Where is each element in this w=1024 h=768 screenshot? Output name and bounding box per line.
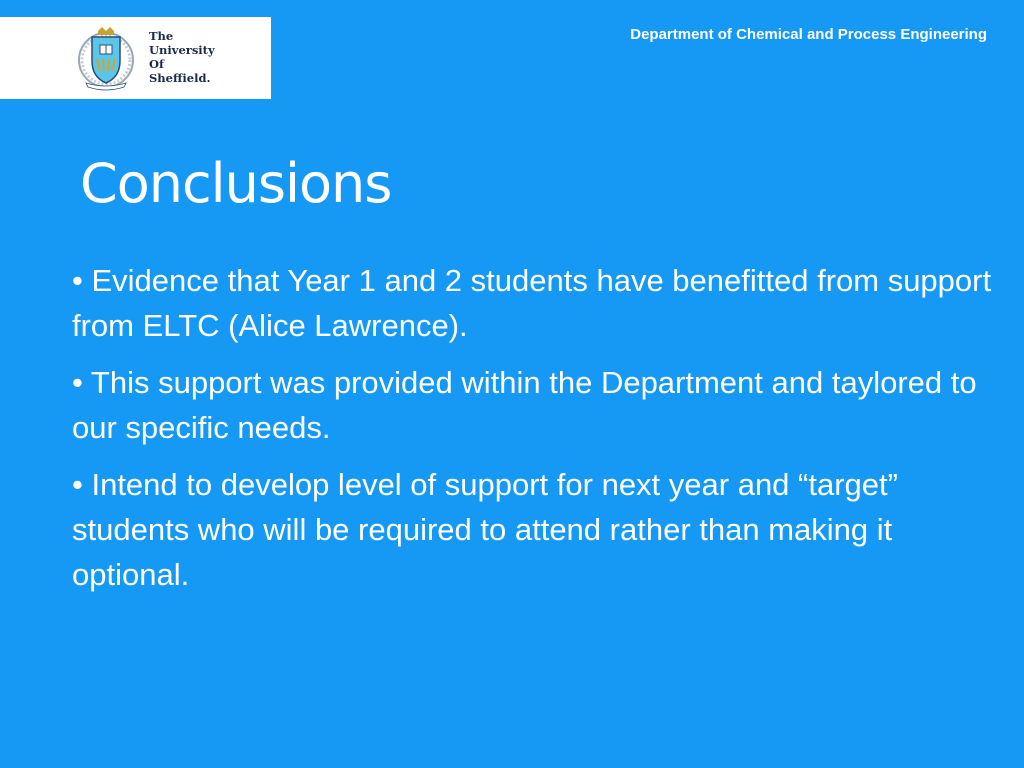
university-logo bbox=[0, 17, 271, 99]
department-name: Department of Chemical and Process Engineering bbox=[630, 26, 987, 43]
slide-title: Conclusions bbox=[80, 152, 392, 215]
bullet-item: • Evidence that Year 1 and 2 students have benefitted from support from ELTC (Alice Lawrence). bbox=[72, 263, 992, 343]
logo-wordmark bbox=[149, 29, 215, 85]
logo-line: Of bbox=[149, 57, 164, 71]
logo-line: The bbox=[149, 29, 174, 43]
bullet-item: • Intend to develop level of support for next year and “target” students who will be required to attend rather than making it optional. bbox=[72, 467, 898, 592]
bullet-item: • This support was provided within the Department and taylored to our specific needs. bbox=[72, 365, 977, 445]
logo-line: University bbox=[149, 43, 215, 57]
logo-line: Sheffield. bbox=[149, 71, 211, 85]
bullet-list bbox=[72, 258, 992, 609]
university-crest-icon bbox=[78, 25, 134, 91]
